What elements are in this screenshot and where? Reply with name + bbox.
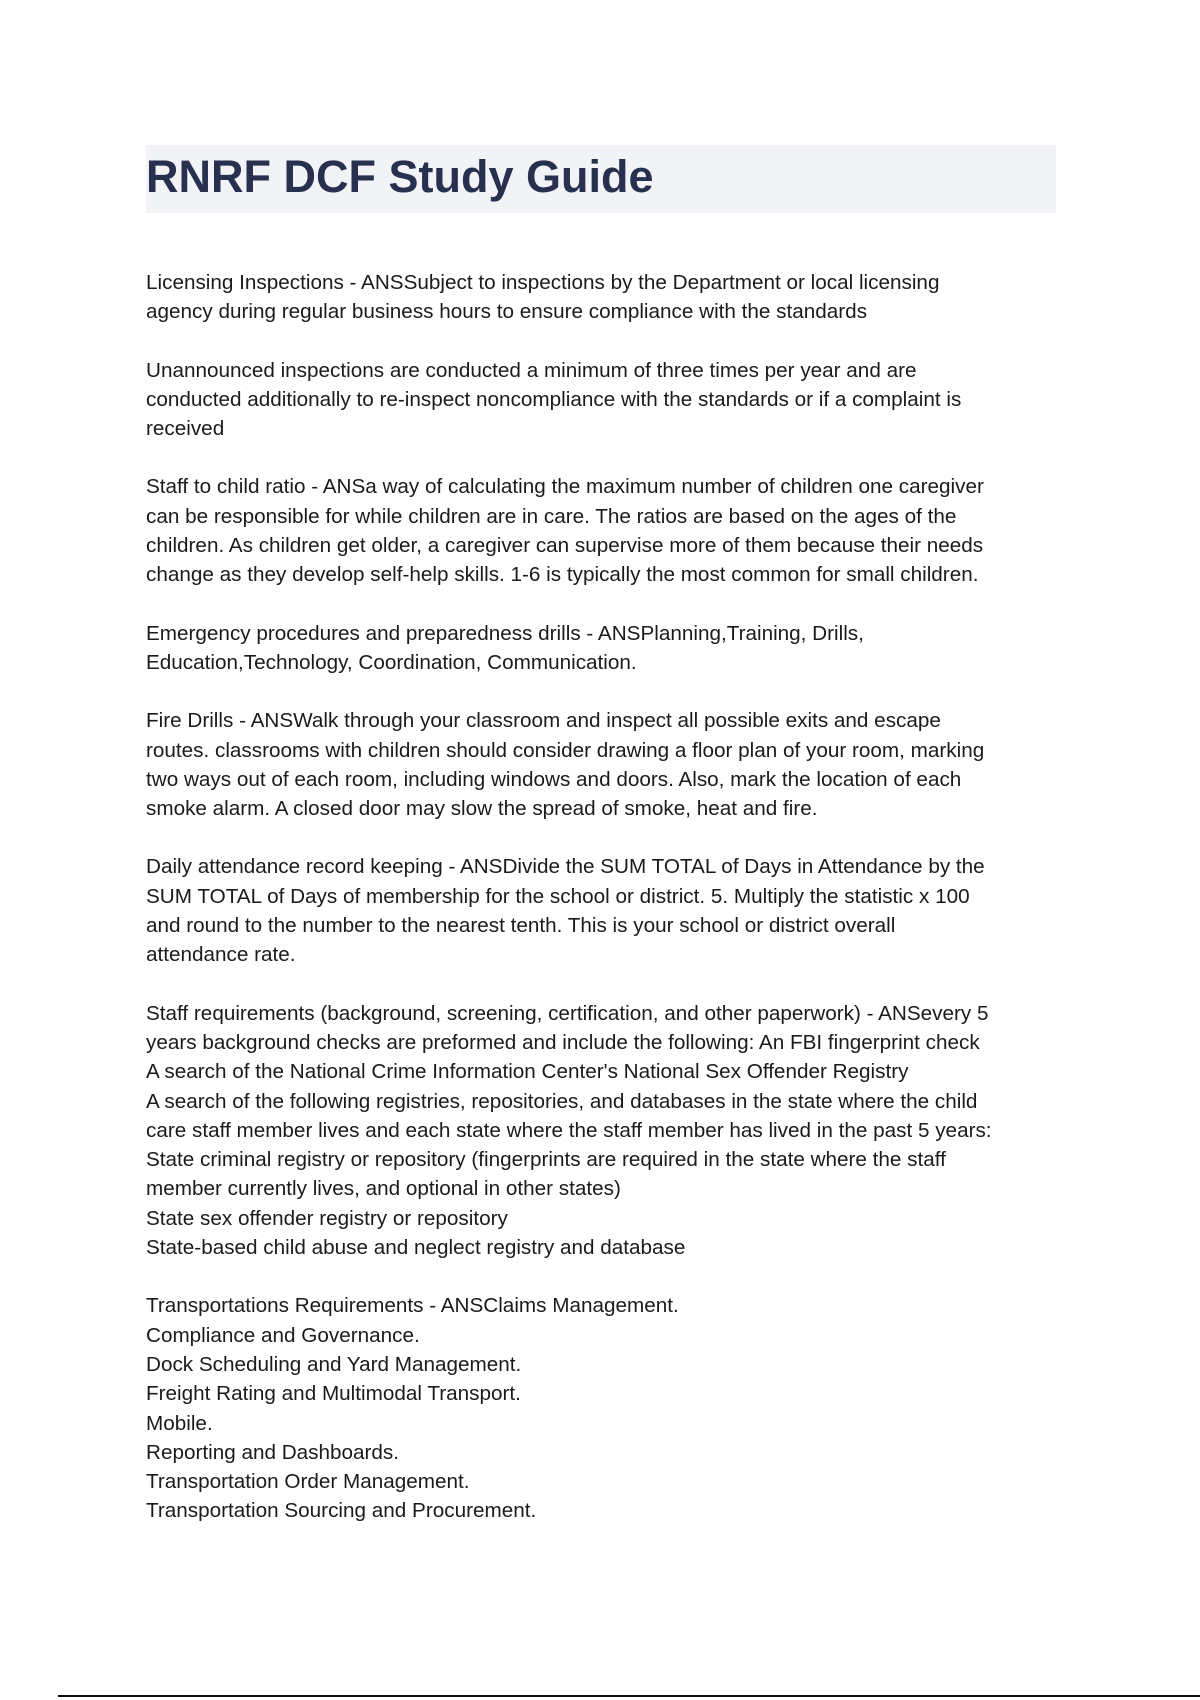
qa-entry	[146, 619, 1064, 678]
qa-entry	[146, 356, 1064, 444]
entry-line: Transportations Requirements - ANSClaims Management.	[146, 1294, 679, 1318]
entry-line: Staff to child ratio - ANSa way of calculating the maximum number of children one caregiver	[146, 475, 984, 499]
entry-line: SUM TOTAL of Days of membership for the school or district. 5. Multiply the statistic x 100	[146, 884, 970, 908]
entry-line: care staff member lives and each state where the staff member has lived in the past 5 years:	[146, 1118, 992, 1142]
entry-line: Licensing Inspections - ANSSubject to inspections by the Department or local licensing	[146, 271, 940, 294]
entry-line: change as they develop self-help skills. 1-6 is typically the most common for small children.	[146, 563, 979, 587]
entry-line: routes. classrooms with children should consider drawing a floor plan of your room, marking	[146, 738, 985, 762]
qa-entry	[146, 268, 1064, 327]
qa-entry	[146, 1291, 1064, 1525]
entry-line: A search of the National Crime Information Center's National Sex Offender Registry	[146, 1060, 909, 1084]
entry-line: Transportation Sourcing and Procurement.	[146, 1499, 537, 1523]
entry-line: Transportation Order Management.	[146, 1470, 470, 1494]
entry-line: State-based child abuse and neglect registry and database	[146, 1236, 686, 1260]
entry-line: Compliance and Governance.	[146, 1323, 420, 1347]
entry-line: years background checks are preformed and include the following: An FBI fingerprint check	[146, 1030, 980, 1054]
qa-entry	[146, 706, 1064, 823]
entry-line: Daily attendance record keeping - ANSDivide the SUM TOTAL of Days in Attendance by the	[146, 855, 985, 879]
entry-line: State sex offender registry or repository	[146, 1206, 508, 1230]
page-title: RNRF DCF Study Guide	[146, 151, 654, 202]
entry-line: and round to the number to the nearest tenth. This is your school or district overall	[146, 914, 896, 938]
entry-line: State criminal registry or repository (fingerprints are required in the state where the staff	[146, 1148, 946, 1172]
entry-line: Mobile.	[146, 1411, 213, 1435]
entry-line: children. As children get older, a caregiver can supervise more of them because their needs	[146, 534, 984, 558]
document-body	[146, 268, 1064, 1555]
entry-line: Staff requirements (background, screening, certification, and other paperwork) - ANSevery 5	[146, 1001, 989, 1025]
entry-line: conducted additionally to re-inspect noncompliance with the standards or if a complaint is	[146, 387, 962, 411]
qa-entry	[146, 472, 1064, 589]
entry-line: Fire Drills - ANSWalk through your classroom and inspect all possible exits and escape	[146, 709, 941, 733]
entry-line: smoke alarm. A closed door may slow the spread of smoke, heat and fire.	[146, 797, 818, 821]
entry-line: Reporting and Dashboards.	[146, 1440, 400, 1464]
entry-line: Dock Scheduling and Yard Management.	[146, 1352, 522, 1376]
entry-line: Unannounced inspections are conducted a minimum of three times per year and are	[146, 358, 917, 382]
entry-line: member currently lives, and optional in other states)	[146, 1177, 621, 1201]
entry-line: can be responsible for while children are in care. The ratios are based on the ages of the	[146, 504, 957, 528]
entry-line: Emergency procedures and preparedness drills - ANSPlanning,Training, Drills,	[146, 621, 864, 645]
entry-line: received	[146, 417, 225, 441]
footer-rule	[58, 1695, 1200, 1697]
entry-line: Education,Technology, Coordination, Communication.	[146, 650, 637, 674]
entry-line: A search of the following registries, repositories, and databases in the state where the child	[146, 1089, 978, 1113]
entry-line: attendance rate.	[146, 943, 296, 967]
qa-entry	[146, 999, 1064, 1263]
qa-entry	[146, 852, 1064, 969]
entry-line: two ways out of each room, including windows and doors. Also, mark the location of each	[146, 767, 962, 791]
entry-line: Freight Rating and Multimodal Transport.	[146, 1382, 521, 1406]
title-band	[146, 145, 1056, 213]
entry-line: agency during regular business hours to ensure compliance with the standards	[146, 300, 868, 324]
